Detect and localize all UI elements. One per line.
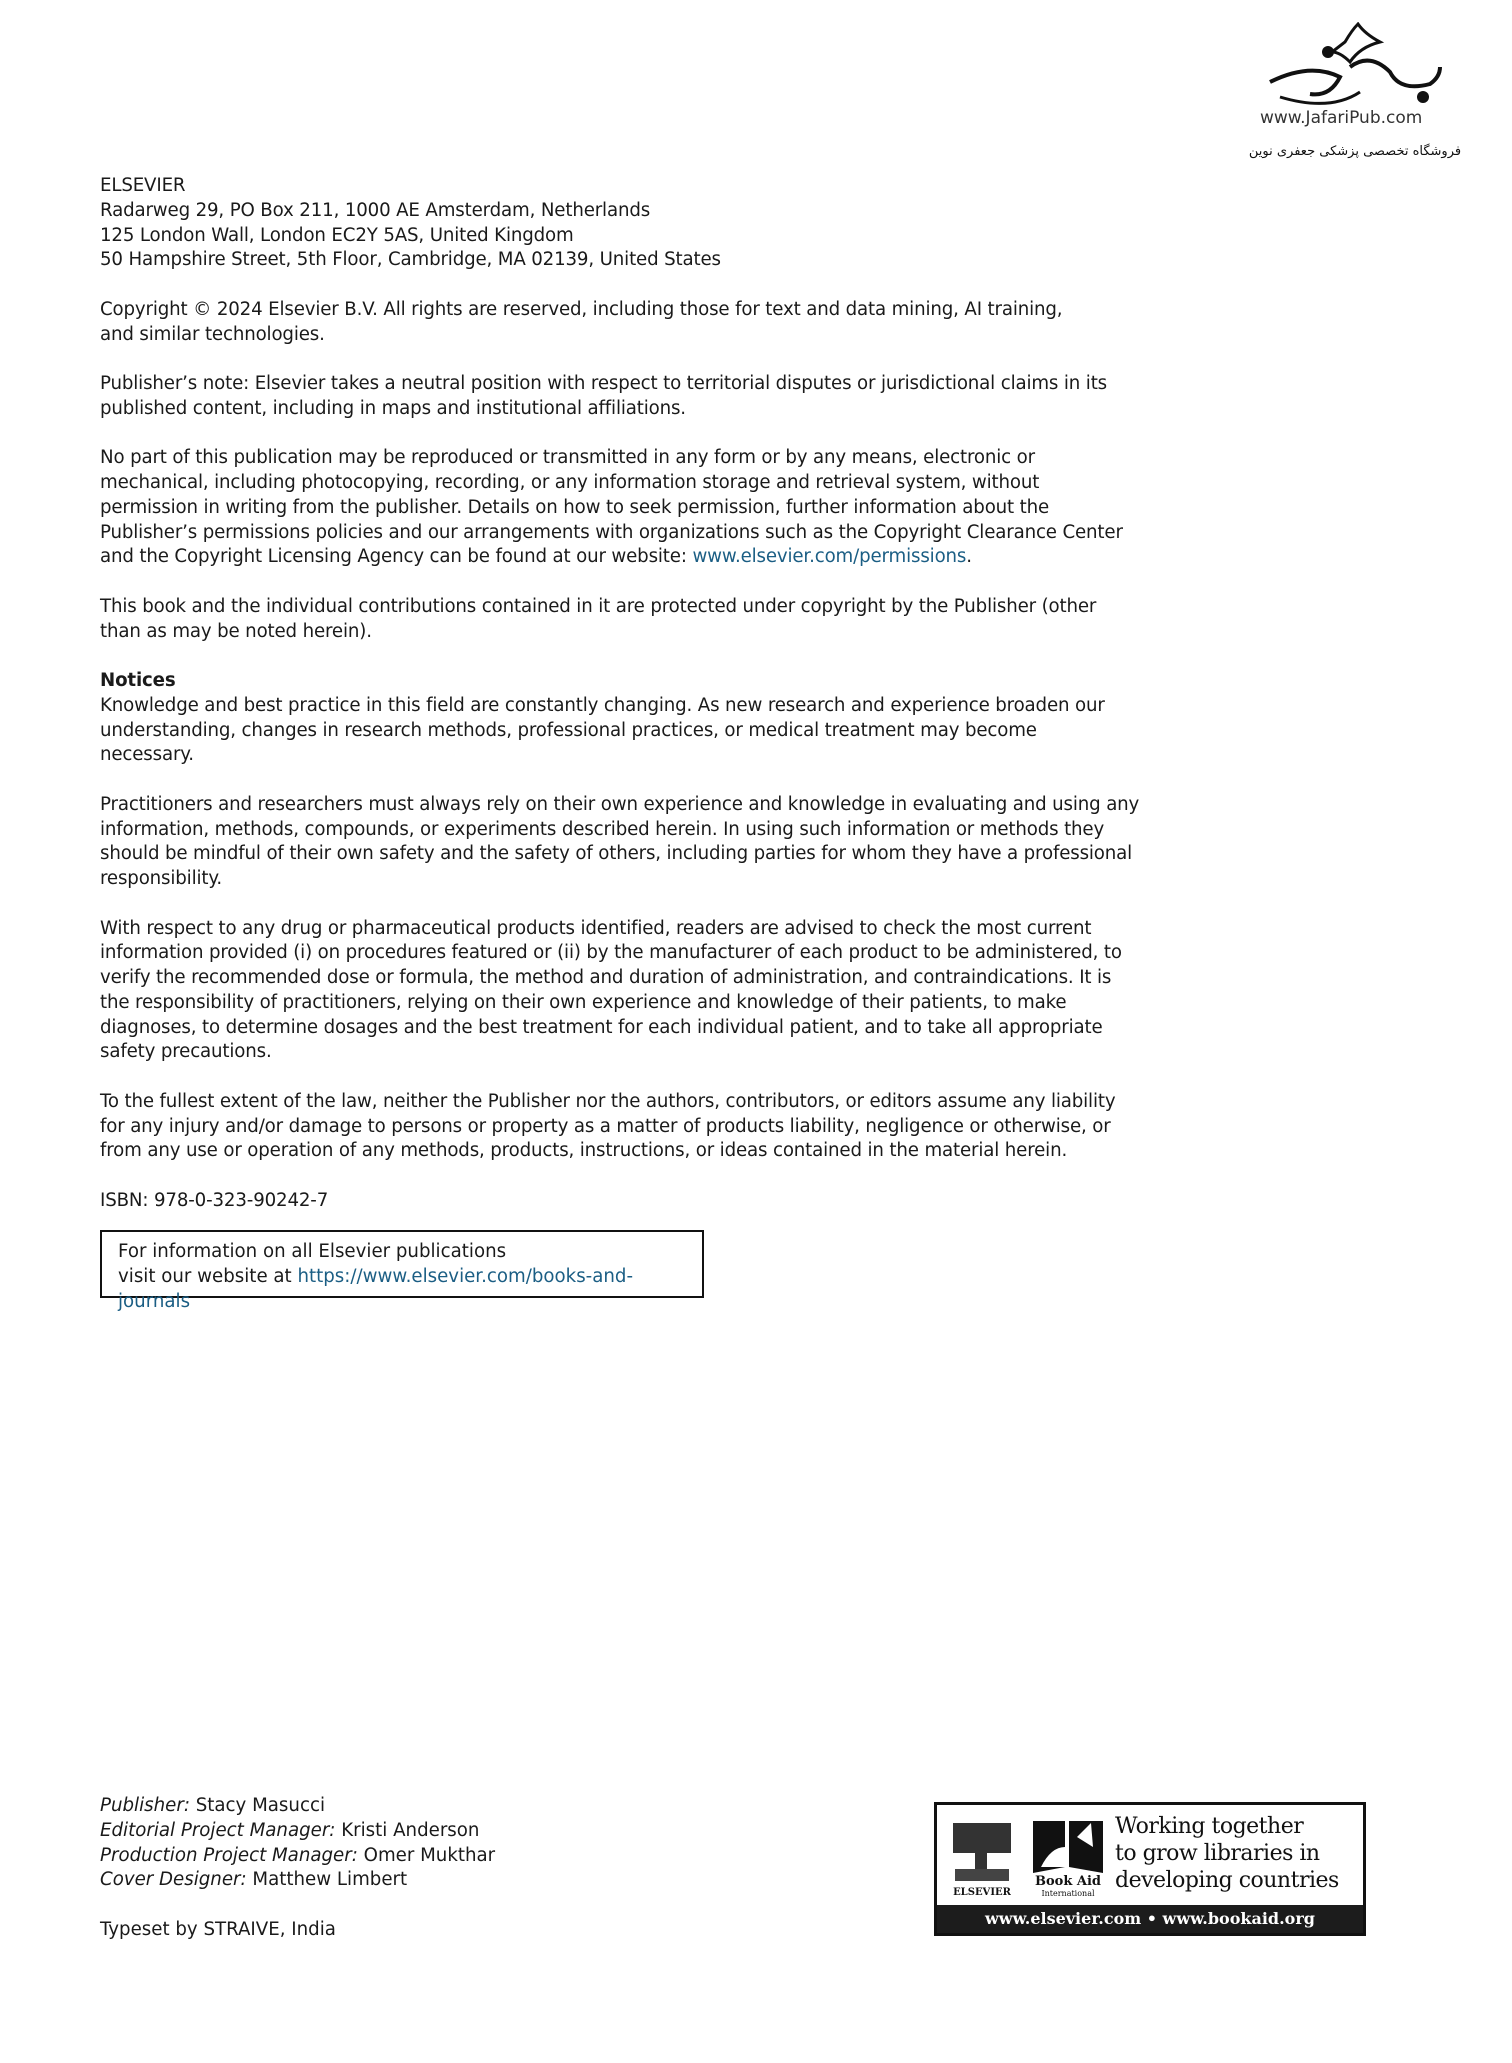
paragraph xyxy=(100,595,1100,645)
watermark-url[interactable]: www.JafariPub.com xyxy=(1260,108,1423,128)
paragraph xyxy=(100,1090,1116,1164)
text-line: No part of this publication may be reproduced or transmitted in any form or by any means, electronic or xyxy=(100,447,1035,469)
books-journals-link[interactable]: https://www.elsevier.com/books-and-journals xyxy=(118,1265,634,1312)
paragraph xyxy=(100,372,1108,422)
banner-footer-links[interactable]: www.elsevier.com • www.bookaid.org xyxy=(937,1905,1363,1933)
svg-text:Book Aid: Book Aid xyxy=(1035,1874,1101,1889)
paragraph xyxy=(100,174,1100,273)
text-segment: . xyxy=(966,546,972,568)
credit-role: Editorial Project Manager: xyxy=(100,1819,336,1841)
text-line: should be mindful of their own safety and the safety of others, including parties for whom they have a professional xyxy=(100,843,1133,865)
copyright-page-body xyxy=(100,174,1140,1238)
credit-name: Kristi Anderson xyxy=(335,1819,480,1841)
text-line: published content, including in maps and institutional affiliations. xyxy=(100,397,686,419)
credit-line xyxy=(100,1868,495,1893)
slogan-line: Working together xyxy=(1115,1814,1304,1839)
text-line: than as may be noted herein). xyxy=(100,620,372,642)
slogan-line: developing countries xyxy=(1115,1868,1339,1893)
credit-line xyxy=(100,1844,495,1869)
text-line: mechanical, including photocopying, recording, or any information storage and retrieval system, without xyxy=(100,472,1040,493)
paragraph xyxy=(100,446,1123,570)
credit-line xyxy=(100,1794,495,1819)
text-line: 50 Hampshire Street, 5th Floor, Cambridge, MA 02139, United States xyxy=(100,249,721,271)
paragraph xyxy=(100,1189,1100,1214)
watermark-tagline: فروشگاه تخصصی پزشکی جعفری نوین xyxy=(1248,144,1462,159)
text-line: Knowledge and best practice in this field are constantly changing. As new research and experience broaden our xyxy=(100,694,1105,716)
notices-heading: Notices xyxy=(100,670,176,691)
text-line: Publisher’s permissions policies and our arrangements with organizations such as the Copyright Clearance Center xyxy=(100,521,1123,543)
banner-slogan xyxy=(1115,1813,1339,1894)
text-line: This book and the individual contributions contained in it are protected under copyright by the Publisher (other xyxy=(100,595,1097,617)
credit-line xyxy=(100,1819,495,1844)
text-line: Publisher’s note: Elsevier takes a neutral position with respect to territorial disputes or jurisdictional claims in its xyxy=(100,373,1108,394)
svg-text:International: International xyxy=(1041,1889,1095,1898)
text-line: permission in writing from the publisher. Details on how to seek permission, further information about the xyxy=(100,496,1050,518)
text-line: responsibility. xyxy=(100,868,223,889)
text-line: To the fullest extent of the law, neither the Publisher nor the authors, contributors, or editors assume any liability xyxy=(100,1090,1116,1112)
text-line: necessary. xyxy=(100,744,194,766)
notices-section xyxy=(100,669,1105,768)
info-box-line: For information on all Elsevier publications xyxy=(118,1241,507,1262)
book-aid-logo-icon xyxy=(1031,1817,1105,1899)
paragraph xyxy=(100,917,1122,1066)
text-line: Copyright © 2024 Elsevier B.V. All rights are reserved, including those for text and data mining, AI training, xyxy=(100,298,1063,320)
text-line: safety precautions. xyxy=(100,1041,272,1063)
text-line: ELSEVIER xyxy=(100,175,186,196)
info-box xyxy=(100,1230,704,1312)
text-line: Practitioners and researchers must always rely on their own experience and knowledge in evaluating and using any xyxy=(100,793,1140,815)
text-line: Radarweg 29, PO Box 211, 1000 AE Amsterdam, Netherlands xyxy=(100,199,651,221)
credit-role: Publisher: xyxy=(100,1795,190,1816)
text-line: understanding, changes in research methods, professional practices, or medical treatment may become xyxy=(100,719,1037,741)
slogan-line: to grow libraries in xyxy=(1115,1841,1320,1866)
credit-role: Cover Designer: xyxy=(100,1869,247,1891)
book-aid-banner xyxy=(934,1802,1366,1936)
text-line: ISBN: 978-0-323-90242-7 xyxy=(100,1189,329,1211)
text-line xyxy=(100,545,1100,570)
paragraph xyxy=(100,298,1100,348)
credit-name: Stacy Masucci xyxy=(189,1795,325,1816)
text-line: from any use or operation of any methods, products, instructions, or ideas contained in the material herein. xyxy=(100,1140,1068,1162)
typeset-note: Typeset by STRAIVE, India xyxy=(100,1919,336,1940)
text-line: With respect to any drug or pharmaceutical products identified, readers are advised to check the most current xyxy=(100,917,1092,939)
info-box-line xyxy=(118,1265,686,1315)
text-line: and similar technologies. xyxy=(100,323,325,345)
text-line: verify the recommended dose or formula, the method and duration of administration, and contraindications. It is xyxy=(100,967,1112,988)
credits xyxy=(100,1794,495,1893)
text-line: diagnoses, to determine dosages and the best treatment for each individual patient, and to take all appropriate xyxy=(100,1016,1103,1038)
credit-name: Omer Mukthar xyxy=(357,1844,496,1866)
text-segment: and the Copyright Licensing Agency can be found at our website: xyxy=(100,546,693,568)
jafaripub-watermark xyxy=(1240,22,1460,172)
credit-role: Production Project Manager: xyxy=(100,1844,358,1866)
permissions-link[interactable]: www.elsevier.com/permissions xyxy=(692,546,967,568)
info-box-prefix: visit our website at xyxy=(118,1265,298,1287)
text-line: 125 London Wall, London EC2Y 5AS, United Kingdom xyxy=(100,224,574,246)
credit-name: Matthew Limbert xyxy=(246,1869,408,1891)
text-line: information provided (i) on procedures featured or (ii) by the manufacturer of each product to be administered, to xyxy=(100,942,1122,964)
svg-text:ELSEVIER: ELSEVIER xyxy=(953,1887,1011,1898)
elsevier-tree-logo-icon xyxy=(949,1819,1015,1899)
text-line: the responsibility of practitioners, relying on their own experience and knowledge of their patients, to make xyxy=(100,991,1067,1013)
jafaripub-logo-icon xyxy=(1240,22,1460,112)
paragraph xyxy=(100,793,1140,892)
text-line: information, methods, compounds, or experiments described herein. In using such information or methods they xyxy=(100,818,1105,840)
text-line: for any injury and/or damage to persons or property as a matter of products liability, negligence or otherwise, or xyxy=(100,1115,1111,1137)
